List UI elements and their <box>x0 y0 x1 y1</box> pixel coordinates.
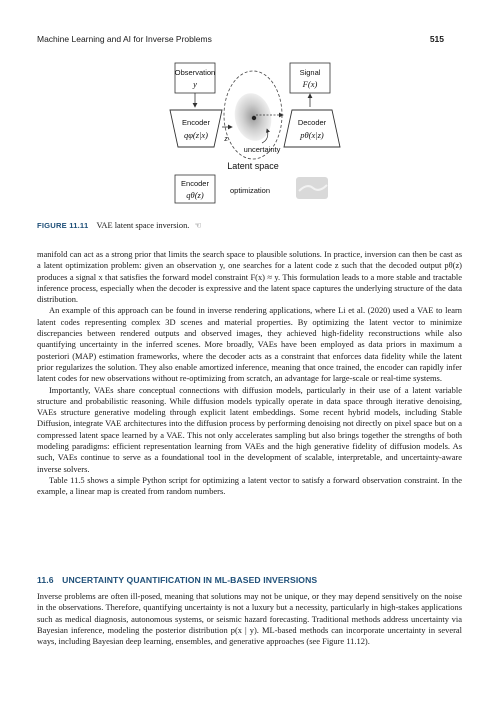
encoder-label: Encoder <box>182 118 210 127</box>
hand-pointer-icon[interactable]: ☜ <box>194 221 202 230</box>
optimization-label: optimization <box>229 186 271 195</box>
section-paragraph: Inverse problems are often ill-posed, meaning that solutions may not be unique, or they may depend sensitively on the noise in the observations. Therefore, quantifying uncertainty is not a luxury but a necessity, particularly in high-stakes applications such as medical diagnosis, autonomous systems, or seismic hazard forecasting. Traditional methods address uncertainty via Bayesian inference, modeling the posterior distribution p(x | y). ML-based methods can incorporate uncertainty in several ways, including Bayesian deep learning, ensembles, and generative approaches (see Figure 11.12). <box>37 591 462 647</box>
signal-label: Signal <box>299 68 321 77</box>
bottom-encoder-label: Encoder <box>181 179 209 188</box>
bottom-encoder-formula: qθ(z) <box>186 190 204 200</box>
observation-symbol: y <box>193 79 197 89</box>
figure-caption-label: FIGURE 11.11 <box>37 221 89 230</box>
section-title: UNCERTAINTY QUANTIFICATION IN ML-BASED INVERSIONS <box>62 575 318 585</box>
latent-space-label: Latent space <box>227 161 279 171</box>
paragraph-3: Importantly, VAEs share conceptual connections with diffusion models, particularly in their use of a latent variable structure and probabilistic reasoning. While diffusion models typically operate in data space through iterative denoising, VAEs structure generative modeling through explicit latent embeddings. Some recent hybrid models, including Stable Diffusion, integrate VAE architectures into the diffusion process by performing denoising not directly on pixel space but on a compressed latent space learned by a VAE. This not only accelerates sampling but also brings together the strengths of both modeling paradigms: efficient representation learning from VAEs and the high generative fidelity of diffusion models. As such, VAEs continue to serve as a foundational tool in the development of scalable, interpretable, and uncertainty-aware inverse solvers. <box>37 384 462 474</box>
vae-latent-space-figure <box>150 55 390 215</box>
figure-caption-text: VAE latent space inversion. <box>96 221 190 230</box>
section-text <box>37 591 462 647</box>
decoder-label: Decoder <box>297 118 327 127</box>
encoder-shape <box>170 110 222 147</box>
figure-caption <box>37 220 457 231</box>
vae-diagram <box>150 55 390 215</box>
observation-label: Observation <box>174 68 216 77</box>
encoder-posterior: qφ(z|x) <box>183 130 209 140</box>
running-title: Machine Learning and AI for Inverse Problems <box>37 34 212 44</box>
uncertainty-label: uncertainty <box>243 145 281 154</box>
section-heading <box>37 575 462 585</box>
paragraph-2: An example of this approach can be found in inverse rendering applications, where Li et al. (2020) used a VAE to learn latent codes representing complex 3D scenes and material properties. By optimizing the latent vector to minimize discrepancies between rendered outputs and observed images, they achieved high-fidelity reconstructions while also quantifying uncertainty in the inferred scenes. More broadly, VAEs have been employed as data priors in maximum a posteriori (MAP) estimation frameworks, where the decoder acts as a constraint that enforces data fidelity while the latent prior regularizes the solution. They also enable amortized inference, meaning that once trained, the encoder can rapidly infer latent codes for new observations without re-optimizing from scratch, an advantage for large-scale or real-time systems. <box>37 305 462 384</box>
signal-symbol: F(x) <box>302 79 318 89</box>
body-text <box>37 249 462 498</box>
page-number: 515 <box>429 34 444 44</box>
decoder-shape <box>284 110 340 147</box>
section-number: 11.6 <box>37 575 54 585</box>
latent-point <box>252 116 256 120</box>
latent-symbol: z <box>224 133 228 143</box>
paragraph-1: manifold can act as a strong prior that limits the search space to plausible solutions. In practice, inversion can then be cast as a latent optimization problem: given an observation y, one searches for a latent code z such that the decoded output pθ(z) produces a signal x that satisfies the forward model constraint F(x) ≈ y. This formulation leads to a more stable and tractable inference process, especially when the decoder is expressive and the latent space captures the underlying structure of the data distribution. <box>37 249 462 305</box>
decoder-likelihood: pθ(x|z) <box>300 130 324 140</box>
paragraph-4: Table 11.5 shows a simple Python script for optimizing a latent vector to satisfy a forward observation constraint. In the example, a linear map is created from random numbers. <box>37 474 462 497</box>
